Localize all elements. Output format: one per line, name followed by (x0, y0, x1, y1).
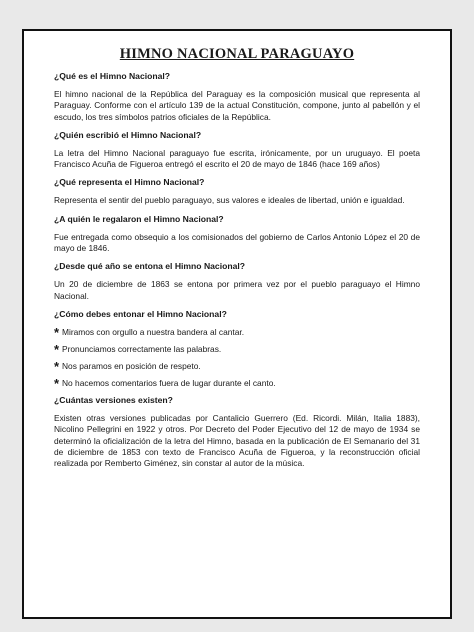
question-heading: ¿Desde qué año se entona el Himno Nacional? (54, 261, 246, 272)
asterisk-bullet-icon: * (54, 375, 60, 391)
bullet-text: Miramos con orgullo a nuestra bandera al cantar. (62, 326, 245, 337)
answer-paragraph: Existen otras versiones publicadas por Cantalicio Guerrero (Ed. Ricordi. Milán, Italia 1883), Nicolino Pellegrini en 1922 y otros. Por Decreto del Poder Ejecutivo del 12 de mayo de 1934 se determinó la oficialización de la letra del Himno, basada en la publicación de El Semanario del 31 de diciembre de 1853 con texto de Francisco Acuña de Figueroa, y la reconstrucción oficial realizada por Remberto Giménez, sin constar al autor de la música. (54, 412, 420, 469)
bullet-item (54, 341, 420, 357)
bullet-list (54, 324, 420, 391)
asterisk-bullet-icon: * (54, 324, 60, 340)
answer-paragraph: El himno nacional de la República del Paraguay es la composición musical que representa al Paraguay. Conforme con el artículo 139 de la actual Constitución, compone, junto al pabellón y el escudo, los tres símbolos patrios oficiales de la República. (54, 89, 420, 122)
question-heading: ¿Qué representa el Himno Nacional? (54, 177, 205, 188)
answer-paragraph: Fue entregada como obsequio a los comisionados del gobierno de Carlos Antonio López el 20 de mayo de 1846. (54, 231, 420, 254)
answer-paragraph: Un 20 de diciembre de 1863 se entona por primera vez por el pueblo paraguayo el Himno Nacional. (54, 279, 420, 301)
answer-paragraph: Representa el sentir del pueblo paraguayo, sus valores e ideales de libertad, unión e igualdad. (54, 195, 405, 206)
bullet-item (54, 375, 420, 391)
question-heading: ¿Cómo debes entonar el Himno Nacional? (54, 308, 227, 319)
bullet-text: Nos paramos en posición de respeto. (62, 360, 201, 371)
question-heading: ¿Cuántas versiones existen? (54, 394, 173, 405)
asterisk-bullet-icon: * (54, 358, 60, 374)
answer-paragraph: La letra del Himno Nacional paraguayo fue escrita, irónicamente, por un uruguayo. El poeta Francisco Acuña de Figueroa entregó el escrito el 20 de mayo de 1846 (hace 169 años) (54, 147, 420, 170)
question-heading: ¿Qué es el Himno Nacional? (54, 71, 171, 81)
asterisk-bullet-icon: * (54, 341, 60, 357)
question-heading: ¿Quién escribió el Himno Nacional? (54, 129, 202, 140)
page-title: HIMNO NACIONAL PARAGUAYO (119, 46, 355, 62)
bullet-item (54, 358, 420, 374)
document-page (22, 29, 452, 619)
bullet-text: Pronunciamos correctamente las palabras. (62, 343, 222, 354)
bullet-text: No hacemos comentarios fuera de lugar durante el canto. (62, 377, 276, 388)
question-heading: ¿A quién le regalaron el Himno Nacional? (54, 213, 224, 224)
bullet-item (54, 324, 420, 340)
